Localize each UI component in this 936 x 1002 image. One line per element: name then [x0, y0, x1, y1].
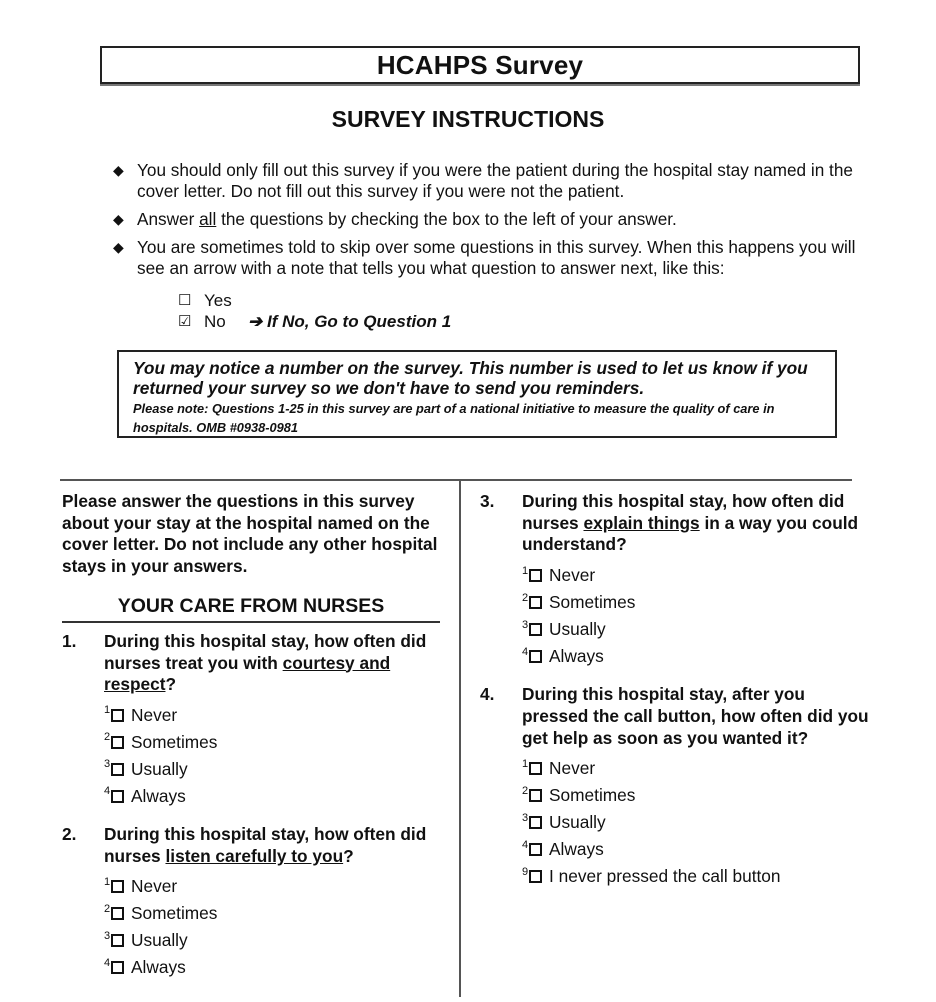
checkbox[interactable] — [529, 569, 542, 582]
checkbox[interactable] — [111, 934, 124, 947]
question-emphasis: listen carefully to you — [165, 845, 344, 866]
answer-option[interactable] — [104, 729, 452, 756]
instruction-text-part: Answer — [137, 209, 200, 229]
survey-title: HCAHPS Survey — [376, 49, 584, 80]
question-header — [62, 824, 452, 867]
option-code: 3 — [104, 758, 111, 771]
option-code: 2 — [104, 902, 111, 915]
question-text-part: During this hospital stay, how often did nurses treat you with — [104, 630, 427, 673]
option-label: Sometimes — [131, 731, 218, 752]
answer-option[interactable] — [104, 900, 452, 927]
diamond-bullet-icon: ◆ — [113, 211, 124, 227]
option-code: 2 — [522, 591, 529, 604]
answer-option[interactable] — [104, 783, 452, 810]
option-code: 1 — [104, 704, 111, 717]
answer-option[interactable] — [104, 927, 452, 954]
answer-options — [522, 755, 870, 890]
question-text-part: During this hospital stay, how often did nurses — [522, 491, 845, 533]
question-header — [480, 491, 870, 556]
question-text — [522, 684, 870, 749]
checkbox[interactable] — [111, 790, 124, 803]
answer-option[interactable] — [522, 643, 870, 670]
question-number: 2. — [62, 823, 77, 844]
checkbox[interactable] — [111, 907, 124, 920]
option-code: 4 — [522, 838, 529, 851]
question-text-part: in a way you could understand? — [522, 512, 859, 555]
checked-checkbox-icon: ☑ — [178, 313, 192, 330]
question-2 — [62, 824, 452, 981]
answer-option[interactable] — [104, 756, 452, 783]
instruction-text — [137, 209, 873, 230]
question-header — [62, 631, 452, 696]
question-block — [480, 684, 870, 890]
answer-option[interactable] — [522, 755, 870, 782]
option-code: 2 — [104, 731, 111, 744]
notice-box — [117, 350, 837, 438]
option-label: Usually — [131, 930, 188, 951]
option-label: Sometimes — [549, 592, 636, 613]
instructions-list — [113, 160, 873, 286]
answer-option[interactable] — [522, 809, 870, 836]
option-label: Never — [549, 565, 596, 586]
option-label: Never — [131, 876, 178, 897]
instructions-heading: SURVEY INSTRUCTIONS — [331, 106, 605, 132]
section-divider — [60, 479, 852, 481]
instruction-text: You are sometimes told to skip over some questions in this survey. When this happens you will see an arrow with a note that tells you what question to answer next, like this: — [137, 237, 856, 278]
option-code: 3 — [104, 929, 111, 942]
option-label: Usually — [549, 812, 606, 833]
skip-example — [178, 290, 451, 332]
answer-option[interactable] — [522, 836, 870, 863]
checkbox[interactable] — [529, 870, 542, 883]
checkbox[interactable] — [111, 763, 124, 776]
instruction-item — [113, 209, 873, 230]
option-code: 4 — [104, 956, 111, 969]
answer-options — [104, 702, 452, 810]
question-block — [62, 824, 452, 981]
option-code: 4 — [522, 645, 529, 658]
option-label: Usually — [131, 758, 188, 779]
question-block — [62, 631, 452, 810]
question-number: 1. — [62, 630, 77, 651]
option-label: Usually — [549, 619, 606, 640]
checkbox[interactable] — [111, 880, 124, 893]
option-label: Always — [549, 839, 604, 860]
skip-note — [248, 311, 451, 332]
checkbox[interactable] — [529, 623, 542, 636]
question-text-part: During this hospital stay, how often did nurses — [104, 823, 427, 866]
question-4 — [480, 684, 870, 890]
checkbox[interactable] — [529, 650, 542, 663]
question-block — [480, 491, 870, 670]
answer-option[interactable] — [104, 702, 452, 729]
option-code: 2 — [522, 784, 529, 797]
checkbox[interactable] — [529, 789, 542, 802]
checkbox[interactable] — [111, 736, 124, 749]
checkbox[interactable] — [111, 709, 124, 722]
column-divider — [459, 479, 461, 997]
question-text — [104, 824, 452, 867]
instruction-emphasis: all — [199, 209, 217, 229]
option-label: Never — [131, 704, 178, 725]
option-code: 3 — [522, 811, 529, 824]
question-text — [522, 491, 870, 556]
instruction-text-part: the questions by checking the box to the left of your answer. — [216, 209, 677, 229]
notice-note-text: Please note: Questions 1-25 in this survey are part of a national initiative to measure the quality of care in hospitals. OMB #0938-0981 — [133, 401, 775, 435]
example-no-row — [178, 311, 451, 332]
checkbox[interactable] — [529, 596, 542, 609]
option-code: 4 — [104, 785, 111, 798]
question-header — [480, 684, 870, 749]
question-3 — [480, 491, 870, 670]
instruction-item — [113, 160, 873, 202]
question-number: 3. — [480, 491, 495, 511]
answer-option[interactable] — [104, 954, 452, 981]
answer-option[interactable] — [522, 782, 870, 809]
option-label: Sometimes — [549, 785, 636, 806]
instruction-text: You should only fill out this survey if you were the patient during the hospital stay named in the cover letter. Do not fill out this survey if you were not the patient. — [137, 160, 853, 201]
example-no-label: No — [204, 312, 226, 331]
arrow-right-icon: ➔ — [248, 312, 263, 331]
option-code: 1 — [522, 564, 529, 577]
answer-options — [522, 562, 870, 670]
option-code: 3 — [522, 618, 529, 631]
option-code: 1 — [104, 875, 111, 888]
answer-options — [104, 873, 452, 981]
skip-note-text: If No, Go to Question 1 — [266, 312, 452, 331]
answer-option[interactable] — [522, 863, 870, 890]
example-yes-label: Yes — [204, 291, 232, 310]
example-yes-row — [178, 290, 451, 311]
answer-option[interactable] — [522, 616, 870, 643]
diamond-bullet-icon: ◆ — [113, 239, 124, 255]
left-column — [62, 491, 452, 981]
option-code: 9 — [522, 865, 529, 878]
notice-main-text: You may notice a number on the survey. This number is used to let us know if you returned your survey so we don't have to send you reminders. — [133, 358, 808, 398]
instruction-item — [113, 237, 873, 279]
question-text-part: ? — [343, 845, 354, 866]
option-label: Never — [549, 758, 596, 779]
question-emphasis: courtesy and respect — [104, 652, 391, 695]
question-1 — [62, 631, 452, 810]
checkbox[interactable] — [111, 961, 124, 974]
option-label: Always — [131, 957, 186, 978]
checkbox[interactable] — [529, 843, 542, 856]
answer-option[interactable] — [522, 589, 870, 616]
option-label: Always — [549, 646, 604, 667]
section-title: YOUR CARE FROM NURSES — [62, 595, 440, 623]
option-label: Sometimes — [131, 903, 218, 924]
question-text-part: During this hospital stay, after you pressed the call button, how often did you get help as soon as you wanted it? — [522, 684, 869, 748]
survey-title-box — [100, 46, 860, 84]
option-code: 1 — [522, 757, 529, 770]
checkbox[interactable] — [529, 762, 542, 775]
question-text-part: ? — [165, 674, 177, 695]
checkbox[interactable] — [529, 816, 542, 829]
answer-option[interactable] — [522, 562, 870, 589]
question-emphasis: explain things — [583, 512, 700, 533]
question-text — [104, 631, 452, 696]
diamond-bullet-icon: ◆ — [113, 162, 124, 178]
intro-text: Please answer the questions in this survey about your stay at the hospital named on the cover letter. Do not include any other hospital stays in your answers. — [62, 491, 438, 577]
empty-checkbox-icon: ☐ — [178, 292, 192, 309]
answer-option[interactable] — [104, 873, 452, 900]
option-label: I never pressed the call button — [549, 866, 781, 887]
option-label: Always — [131, 785, 186, 806]
right-column — [480, 491, 870, 890]
question-number: 4. — [480, 684, 495, 705]
